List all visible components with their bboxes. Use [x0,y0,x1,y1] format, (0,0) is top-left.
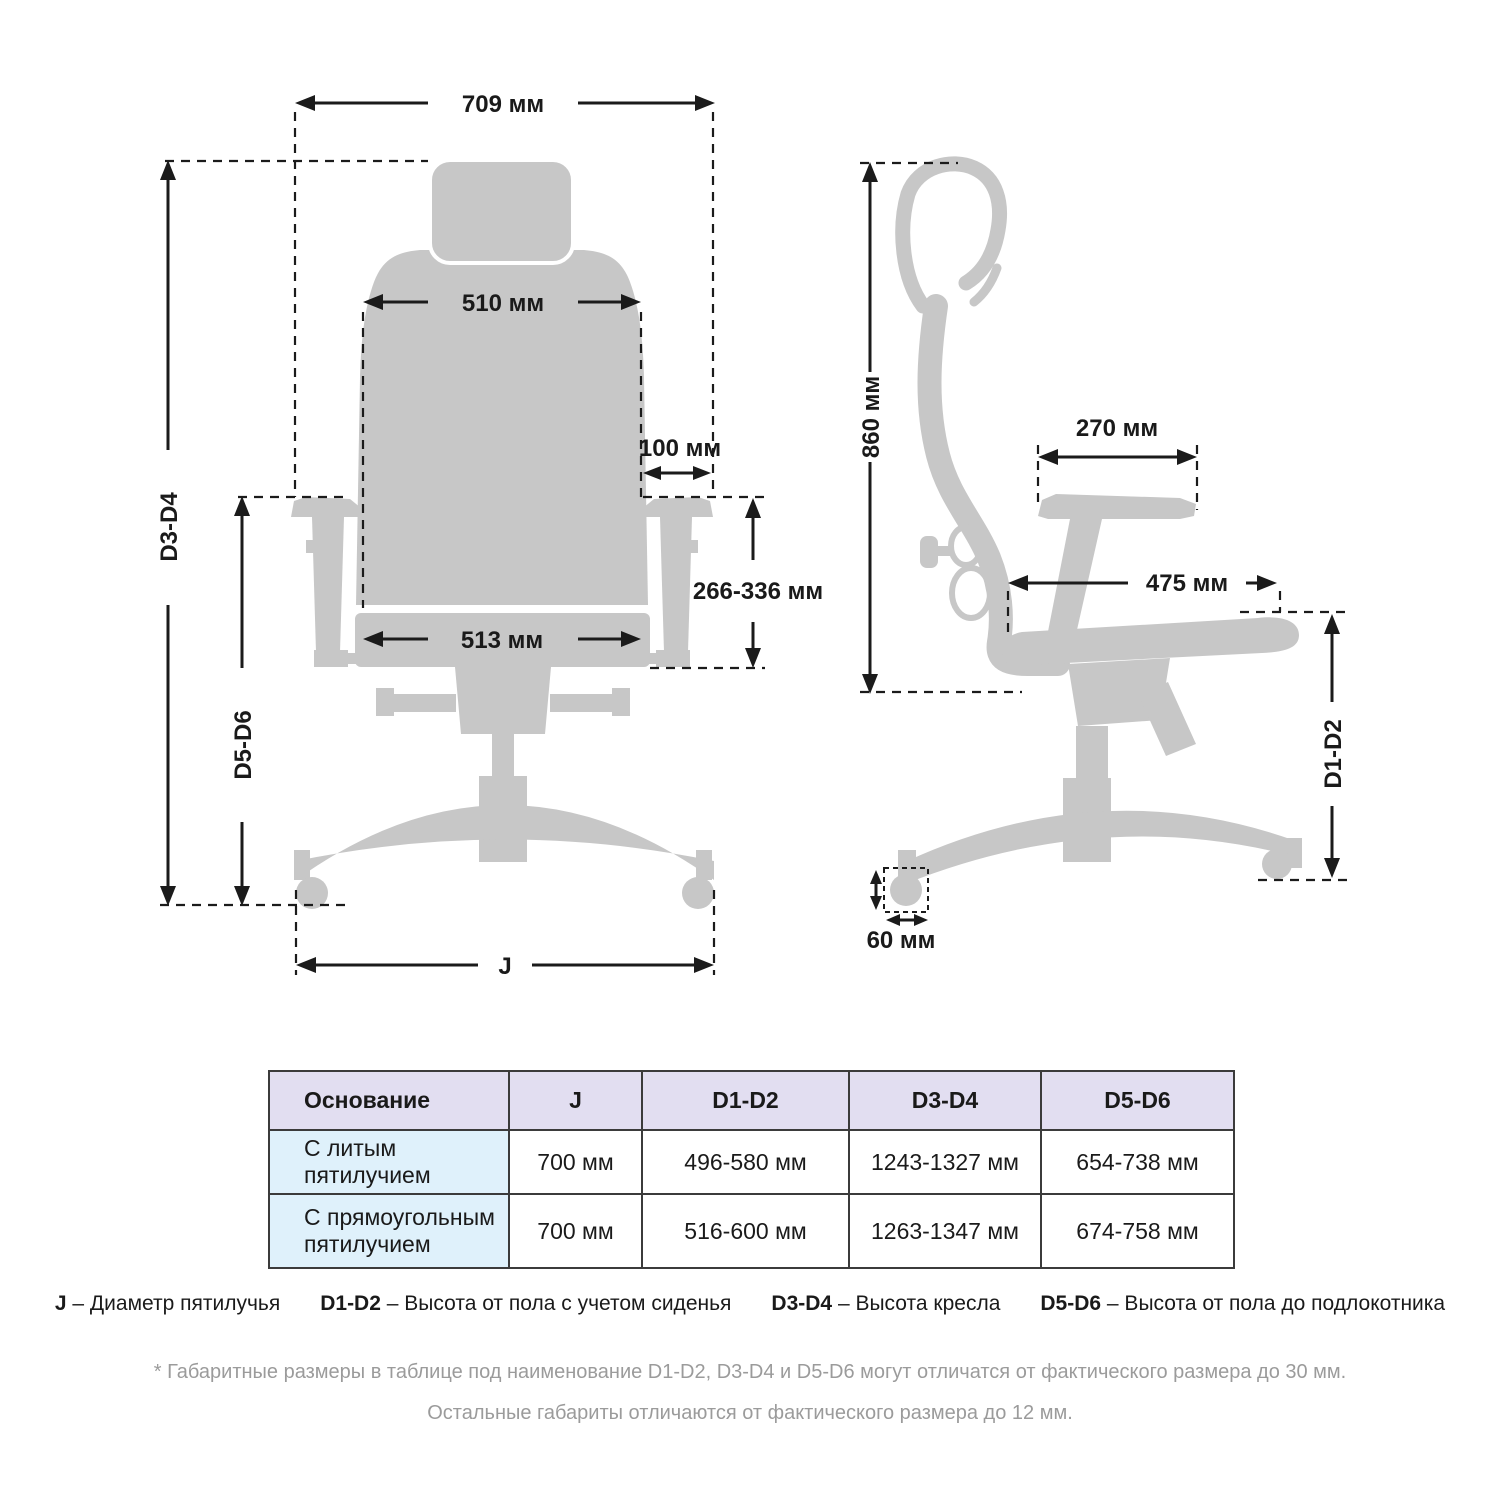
row-label: С литым пятилучием [269,1130,509,1194]
cell-d1d2: 516-600 мм [642,1194,849,1268]
armrest-right-post [660,517,692,652]
armrest-side-pad [1038,494,1196,519]
caster-right [682,877,714,909]
legend [0,1292,1500,1316]
cell-d1d2: 496-580 мм [642,1130,849,1194]
col-header-base: Основание [269,1071,509,1130]
caster-side-back [1262,849,1292,879]
col-header-d1d2: D1-D2 [642,1071,849,1130]
label-floor-to-armrest: D5-D6 [230,710,257,780]
gas-lift-side [1076,726,1108,778]
dim-seat-depth-label: 475 мм [1145,570,1229,597]
footnotes [0,1352,1500,1434]
side-view-silhouette [890,164,1302,906]
caster-side-front [890,874,922,906]
cell-j: 700 мм [509,1194,642,1268]
gas-lift-front [492,734,514,776]
dim-armrest-pad-width-label: 100 мм [638,435,722,462]
cell-d5d6: 674-758 мм [1041,1194,1234,1268]
legend-desc: – Высота от пола до подлокотника [1106,1292,1446,1315]
cell-d3d4: 1263-1347 мм [849,1194,1041,1268]
legend-desc: – Диаметр пятилучья [72,1292,281,1315]
legend-item-d5d6 [1040,1292,1445,1316]
footnote-line-1: * Габаритные размеры в таблице под наименование D1-D2, D3-D4 и D5-D6 могут отличатся от фактического размера до 30 мм. [153,1361,1347,1383]
dim-seat-width-label: 513 мм [460,627,544,654]
legend-term: J [54,1292,67,1315]
legend-term: D3-D4 [771,1292,833,1315]
dim-backrest-width-label: 510 мм [461,290,545,317]
lumbar-knob [920,536,938,568]
dim-back-height-label: 860 мм [858,375,885,459]
col-header-d3d4: D3-D4 [849,1071,1041,1130]
legend-item-d3d4 [771,1292,1000,1316]
cell-d5d6: 654-738 мм [1041,1130,1234,1194]
legend-desc: – Высота кресла [837,1292,1001,1315]
legend-desc: – Высота от пола с учетом сиденья [386,1292,732,1315]
col-header-d5d6: D5-D6 [1041,1071,1234,1130]
headrest-front [430,160,573,263]
footnote-line-2: Остальные габариты отличаются от фактического размера до 12 мм. [427,1402,1073,1424]
label-chair-height: D3-D4 [156,492,183,562]
col-header-j: J [509,1071,642,1130]
legend-term: D5-D6 [1040,1292,1102,1315]
dim-armrest-pad-length-label: 270 мм [1075,415,1159,442]
table-row [269,1194,1234,1268]
label-base-diameter: J [498,953,512,980]
table-row [269,1130,1234,1194]
legend-item-d1d2 [320,1292,731,1316]
cell-d3d4: 1243-1327 мм [849,1130,1041,1194]
table-header-row [269,1071,1234,1130]
dim-total-width-label: 709 мм [461,91,545,118]
cell-j: 700 мм [509,1130,642,1194]
legend-item-j [55,1292,280,1316]
row-label: С прямоугольным пятилучием [269,1194,509,1268]
armrest-left-pad [291,497,361,517]
legend-term: D1-D2 [320,1292,381,1315]
armrest-left-post [312,517,344,652]
dim-caster-diameter-label: 60 мм [866,927,936,954]
armrest-right-pad [643,497,713,517]
dimensions-table [268,1070,1235,1269]
dim-armrest-height-label: 266-336 мм [692,578,824,605]
label-floor-to-seat: D1-D2 [1320,719,1347,789]
front-view-silhouette [291,160,714,909]
mechanism-front [455,667,551,734]
seat-side [1002,617,1299,665]
